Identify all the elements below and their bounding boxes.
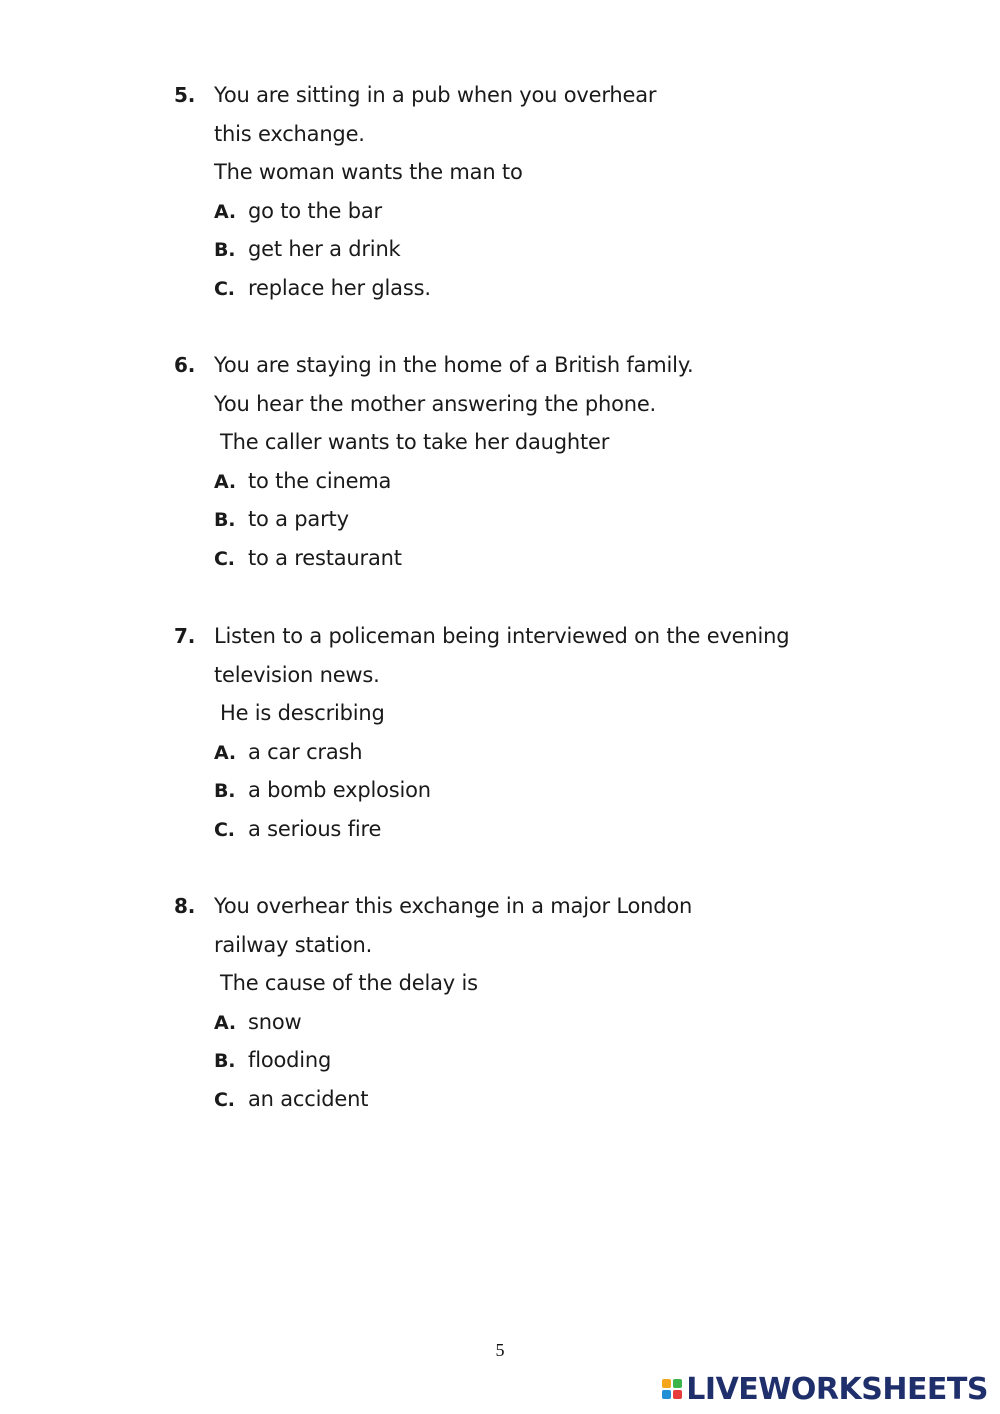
question-stem-line: You hear the mother answering the phone. (214, 391, 657, 416)
question-7 (174, 617, 874, 849)
brand-name: LIVEWORKSHEETS (686, 1371, 988, 1407)
question-stem-line (174, 887, 874, 926)
option-letter: C. (214, 277, 235, 300)
question-stem-line: television news. (214, 662, 380, 687)
option-text: an accident (248, 1086, 369, 1111)
logo-square-icon (662, 1379, 671, 1388)
option-a[interactable] (174, 192, 874, 231)
option-letter: A. (214, 1011, 236, 1034)
question-number: 8. (174, 894, 196, 918)
option-letter: B. (214, 509, 236, 532)
option-text: snow (248, 1009, 302, 1034)
option-b[interactable] (174, 230, 874, 269)
option-text: get her a drink (248, 237, 401, 262)
option-b[interactable] (174, 1041, 874, 1080)
option-text: to the cinema (248, 468, 392, 493)
option-a[interactable] (174, 733, 874, 772)
option-b[interactable] (174, 771, 874, 810)
option-a[interactable] (174, 1003, 874, 1042)
option-letter: A. (214, 470, 236, 493)
question-6 (174, 346, 874, 578)
question-text: You overhear this exchange in a major London (214, 894, 693, 918)
option-text: replace her glass. (248, 275, 431, 300)
option-c[interactable] (174, 1080, 874, 1119)
option-letter: C. (214, 547, 235, 570)
question-text: You are staying in the home of a British family. (214, 353, 694, 377)
option-c[interactable] (174, 269, 874, 308)
option-text: flooding (248, 1048, 332, 1073)
option-letter: A. (214, 200, 236, 223)
option-b[interactable] (174, 500, 874, 539)
question-prompt: The cause of the delay is (220, 971, 478, 996)
question-stem-line (174, 617, 874, 656)
liveworksheets-logo-icon (662, 1379, 682, 1399)
question-text: You are sitting in a pub when you overhear (214, 83, 657, 107)
option-letter: B. (214, 1050, 236, 1073)
option-letter: B. (214, 239, 236, 262)
question-stem-line: this exchange. (214, 121, 365, 146)
option-letter: A. (214, 741, 236, 764)
logo-square-icon (662, 1390, 671, 1399)
question-prompt: The caller wants to take her daughter (220, 430, 610, 455)
question-stem-line (174, 76, 874, 115)
question-text: Listen to a policeman being interviewed on the evening (214, 624, 790, 648)
option-text: go to the bar (248, 198, 382, 223)
option-text: to a party (248, 507, 349, 532)
question-stem-line (174, 346, 874, 385)
option-text: a bomb explosion (248, 778, 431, 803)
question-5 (174, 76, 874, 308)
liveworksheets-brand[interactable] (662, 1372, 988, 1406)
question-prompt: He is describing (220, 701, 385, 726)
option-text: a serious fire (248, 816, 382, 841)
question-stem-line: railway station. (214, 932, 373, 957)
option-letter: C. (214, 1088, 235, 1111)
option-c[interactable] (174, 810, 874, 849)
question-8 (174, 887, 874, 1119)
option-text: a car crash (248, 739, 363, 764)
option-letter: C. (214, 818, 235, 841)
question-prompt: The woman wants the man to (214, 160, 523, 185)
question-number: 5. (174, 83, 196, 107)
option-letter: B. (214, 780, 236, 803)
logo-square-icon (673, 1379, 682, 1388)
option-c[interactable] (174, 539, 874, 578)
option-a[interactable] (174, 462, 874, 501)
page-number: 5 (495, 1340, 505, 1360)
question-number: 7. (174, 624, 196, 648)
question-number: 6. (174, 353, 196, 377)
option-text: to a restaurant (248, 545, 402, 570)
logo-square-icon (673, 1390, 682, 1399)
